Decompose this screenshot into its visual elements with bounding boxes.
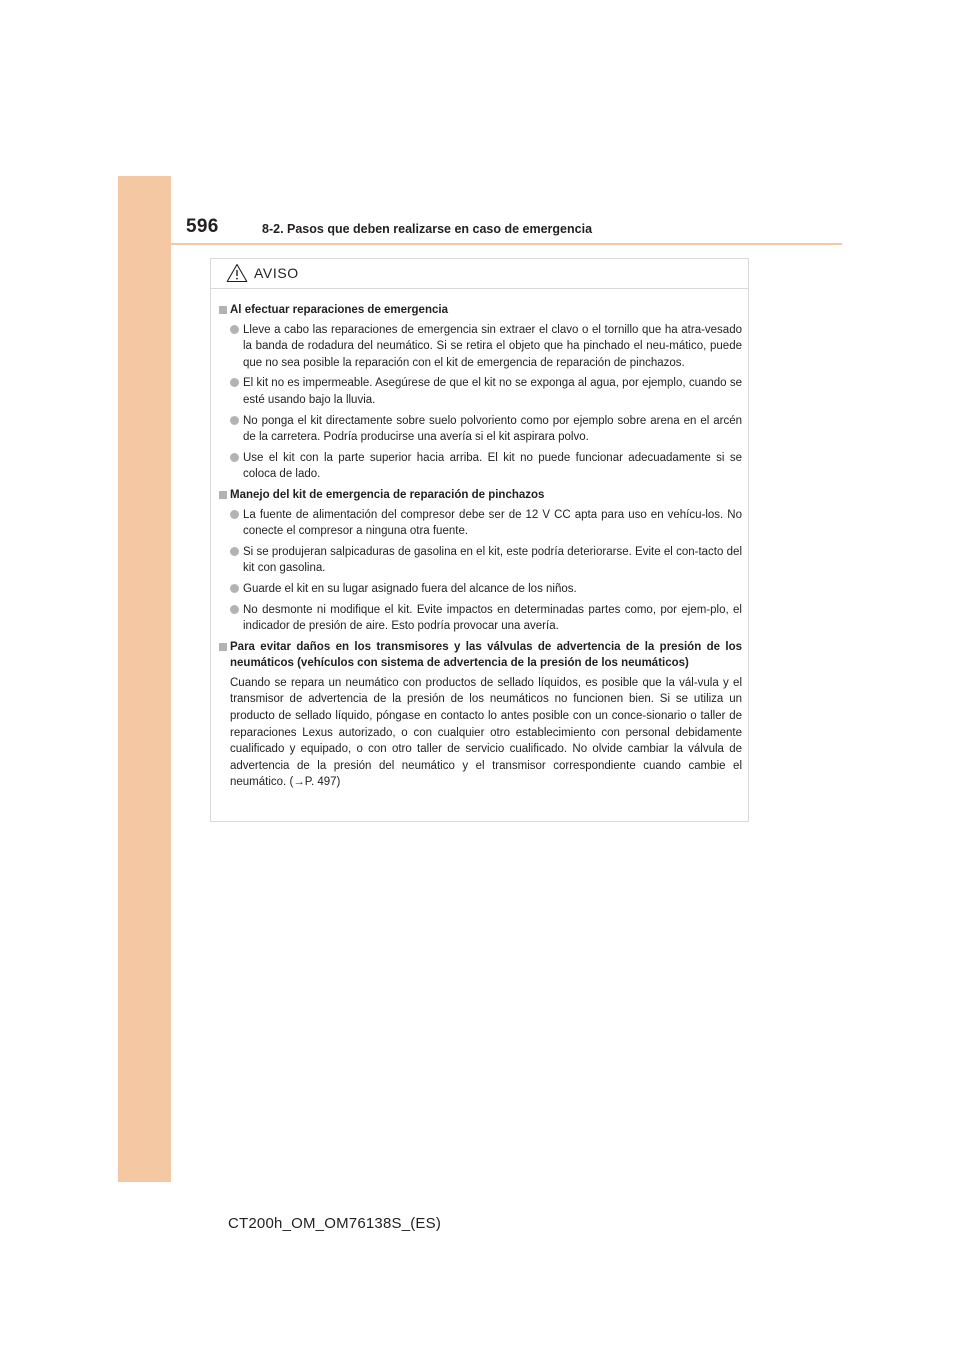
list-item — [219, 507, 742, 540]
section-heading-text: Al efectuar reparaciones de emergencia — [230, 304, 448, 316]
section-heading-text: Manejo del kit de emergencia de reparación de pinchazos — [230, 488, 545, 501]
warning-box — [210, 258, 749, 822]
section-heading — [219, 487, 742, 504]
list-item — [219, 544, 742, 577]
section-heading-text: Para evitar daños en los transmisores y las válvulas de advertencia de la presión de los neumáticos (vehículos con sistema de advertencia de la presión de los neumáticos) — [230, 640, 742, 670]
side-color-band — [118, 176, 171, 1182]
section-title: 8-2. Pasos que deben realizarse en caso de emergencia — [262, 222, 593, 236]
circle-bullet-icon — [230, 325, 239, 334]
circle-bullet-icon — [230, 605, 239, 614]
square-bullet-icon — [219, 306, 227, 314]
list-item-text: No desmonte ni modifique el kit. Evite impactos en determinadas partes como, por ejem-plo, el indicador de presión de aire. Esto podría provocar una avería. — [243, 603, 742, 633]
list-item — [219, 322, 742, 372]
square-bullet-icon — [219, 491, 227, 499]
circle-bullet-icon — [230, 378, 239, 387]
list-item-text: Use el kit con la parte superior hacia arriba. El kit no puede funcionar adecuadamente si se coloca de lado. — [243, 451, 742, 481]
list-item — [219, 450, 742, 483]
list-item — [219, 413, 742, 446]
list-item-text: La fuente de alimentación del compresor debe ser de 12 V CC apta para uso en vehícu-los. No conecte el compresor a ninguna otra fuente. — [243, 508, 742, 538]
list-item-text: Lleve a cabo las reparaciones de emergencia sin extraer el clavo o el tornillo que ha atra-vesado la banda de rodadura del neumático. Si se retira el objeto que ha pinchado el neu-mático, puede que no sea posible la reparación con el kit de emergencia de reparación de pinchazos. — [243, 323, 742, 369]
list-item-text: Si se produjeran salpicaduras de gasolina en el kit, este podría deteriorarse. Evite el con-tacto del kit con gasolina. — [243, 545, 742, 575]
circle-bullet-icon — [230, 416, 239, 425]
list-item-text: Guarde el kit en su lugar asignado fuera del alcance de los niños. — [243, 582, 577, 595]
page-number: 596 — [186, 216, 219, 237]
document-code-footer: CT200h_OM_OM76138S_(ES) — [228, 1215, 442, 1232]
header-rule — [171, 243, 842, 245]
list-item — [219, 602, 742, 635]
warning-body — [211, 289, 748, 791]
warning-label: AVISO — [254, 265, 299, 281]
square-bullet-icon — [219, 643, 227, 651]
list-item — [219, 581, 742, 598]
section-heading — [219, 639, 742, 672]
circle-bullet-icon — [230, 584, 239, 593]
list-item-text: El kit no es impermeable. Asegúrese de que el kit no se exponga al agua, por ejemplo, cuando se esté usando bajo la lluvia. — [243, 377, 742, 406]
list-item — [219, 375, 742, 408]
warning-header — [211, 259, 748, 289]
section-paragraph: Cuando se repara un neumático con productos de sellado líquidos, es posible que la vál-vula y el transmisor de advertencia de la presión de los neumáticos no funcionen bien. Si se utiliza un producto de sellado líquido, póngase en contacto lo antes posible con un conce-sionario o taller de reparaciones Lexus autorizado, o con cualquier otro establecimiento con personal debidamente cualificado y equipado, o con otro taller de servicio cualificado. No olvide cambiar la válvula de advertencia de la presión del neumático y el transmisor correspondiente cuando cambie el neumático. (→P. 497) — [230, 676, 742, 789]
list-item-text: No ponga el kit directamente sobre suelo polvoriento como por ejemplo sobre arena en el arcén de la carretera. Podría producirse una avería si el kit aspirara polvo. — [243, 414, 742, 444]
circle-bullet-icon — [230, 453, 239, 462]
circle-bullet-icon — [230, 510, 239, 519]
warning-triangle-icon — [226, 263, 248, 283]
section-heading — [219, 302, 742, 319]
circle-bullet-icon — [230, 547, 239, 556]
